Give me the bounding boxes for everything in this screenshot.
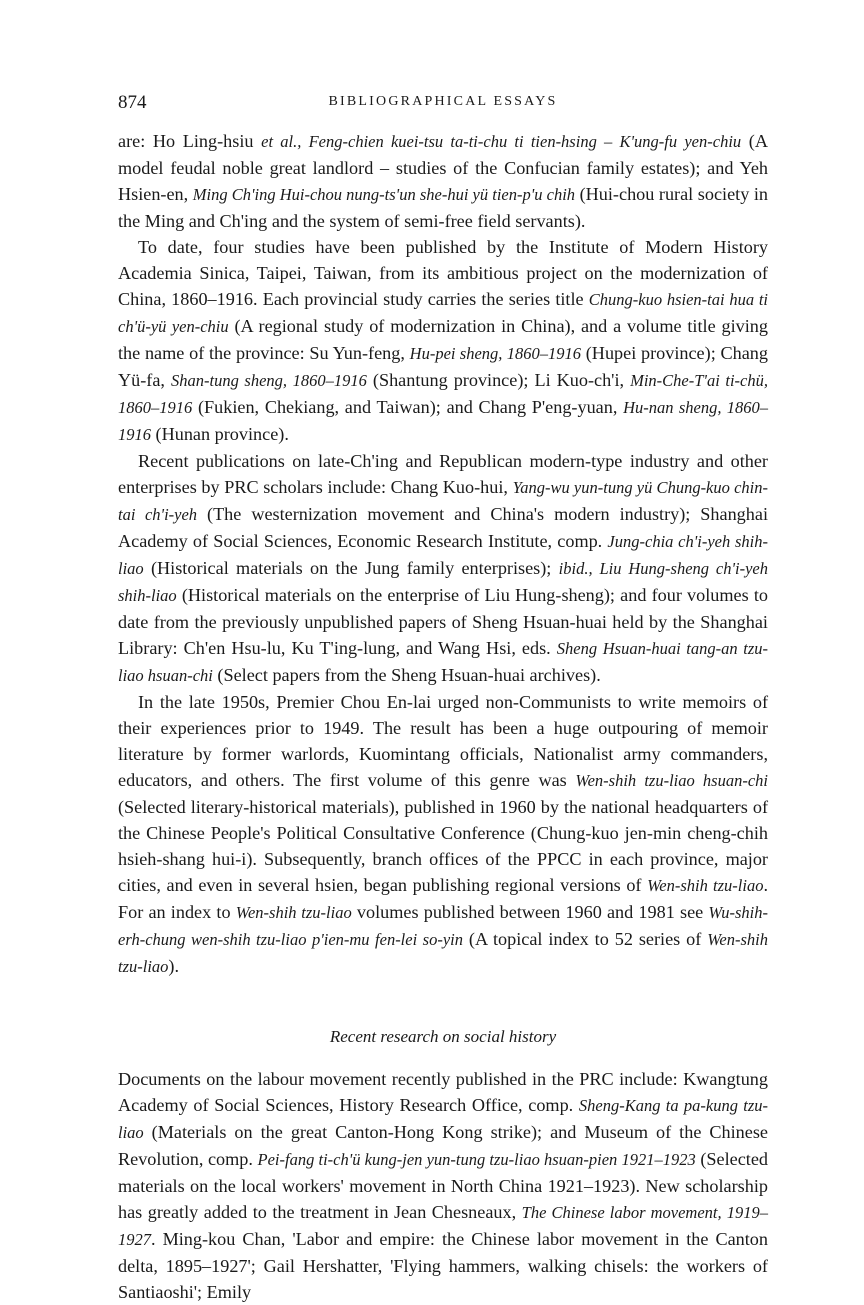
text-run: volumes published between 1960 and 1981 see xyxy=(351,902,709,922)
italic-title: Yang-wu yun-tung yü Chung-kuo chin-tai ch'i-yeh xyxy=(118,478,768,524)
italic-title: Chung-kuo hsien-tai hua ti ch'ü-yü yen-chiu xyxy=(118,290,768,336)
text-run: To date, four studies have been published by the Institute of Modern History Academia Sinica, Taipei, Taiwan, from its ambitious project on the modernization of China, 1860–1916. Each provincial study carries the series title xyxy=(118,237,768,309)
text-run: Documents on the labour movement recently published in the PRC include: Kwangtung Academy of Social Sciences, History Research Office, comp. xyxy=(118,1069,768,1115)
paragraph xyxy=(118,1066,768,1305)
text-run: ). xyxy=(168,956,180,976)
text-run: (A model feudal noble great landlord – studies of the Confucian family estates); and Yeh Hsien-en, xyxy=(118,131,768,204)
italic-title: Min-Che-T'ai ti-chü, 1860–1916 xyxy=(118,371,768,417)
text-run: (A topical index to 52 series of xyxy=(462,929,708,949)
section-heading: Recent research on social history xyxy=(329,1027,557,1046)
italic-title: Shan-tung sheng, 1860–1916 xyxy=(170,371,367,390)
italic-title: Ming Ch'ing Hui-chou nung-ts'un she-hui yü tien-p'u chih xyxy=(192,185,576,204)
italic-title: ibid., Liu Hung-sheng ch'i-yeh shih-liao xyxy=(118,559,768,605)
page-header xyxy=(118,92,768,116)
italic-title: Hu-nan sheng, 1860–1916 xyxy=(118,398,768,444)
italic-title: Pei-fang ti-ch'ü kung-jen yun-tung tzu-liao hsuan-pien 1921–1923 xyxy=(257,1150,696,1169)
text-run: (Selected literary-historical materials), published in 1960 by the national headquarters of the Chinese People's Political Consultative Conference (Chung-kuo jen-min cheng-chih hsieh-shang hui-i). Subsequently, branch offices of the PPCC in each province, major cities, and even in several hsien, began publishing regional versions of xyxy=(118,797,768,895)
text-run: (Select papers from the Sheng Hsuan-huai archives). xyxy=(212,665,601,685)
italic-title: Wen-shih tzu-liao hsuan-chi xyxy=(575,771,769,790)
italic-title: Sheng Hsuan-huai tang-an tzu-liao hsuan-chi xyxy=(118,639,768,685)
text-run: (Hui-chou rural society in the Ming and Ch'ing and the system of semi-free field servants). xyxy=(118,184,768,231)
italic-title: et al., Feng-chien kuei-tsu ta-ti-chu ti tien-hsing – K'ung-fu yen-chiu xyxy=(261,132,742,151)
italic-title: Wen-shih tzu-liao xyxy=(647,876,764,895)
page-number: 874 xyxy=(118,92,147,113)
text-run: (Fukien, Chekiang, and Taiwan); and Chang P'eng-yuan, xyxy=(192,397,624,417)
italic-title: Sheng-Kang ta pa-kung tzu-liao xyxy=(118,1096,768,1142)
text-run: (Historical materials on the Jung family enterprises); xyxy=(143,558,559,578)
text-run: (Selected materials on the local workers' movement in North China 1921–1923). New scholarship has greatly added to the treatment in Jean Chesneaux, xyxy=(118,1149,768,1222)
text-run: Recent publications on late-Ch'ing and Republican modern-type industry and other enterprises by PRC scholars include: Chang Kuo-hui, xyxy=(118,451,768,497)
text-run: (Hupei province); Chang Yü-fa, xyxy=(118,343,768,390)
paragraph xyxy=(118,448,768,689)
italic-title: Hu-pei sheng, 1860–1916 xyxy=(409,344,581,363)
text-run: . For an index to xyxy=(118,875,768,922)
italic-title: Jung-chia ch'i-yeh shih-liao xyxy=(118,532,768,578)
paragraph xyxy=(118,689,768,980)
paragraph xyxy=(118,128,768,234)
text-run: (Hunan province). xyxy=(151,424,289,444)
running-head: BIBLIOGRAPHICAL ESSAYS xyxy=(328,94,558,109)
text-run: are: Ho Ling-hsiu xyxy=(118,131,262,151)
text-run: In the late 1950s, Premier Chou En-lai urged non-Communists to write memoirs of their experiences prior to 1949. The result has been a huge outpouring of memoir literature by former warlords, Kuomintang officials, Nationalist army commanders, educators, and others. The first volume of this genre was xyxy=(118,692,768,790)
italic-title: The Chinese labor movement, 1919–1927 xyxy=(118,1203,768,1249)
italic-title: Wen-shih tzu-liao xyxy=(118,930,768,976)
paragraph xyxy=(118,234,768,448)
italic-title: Wen-shih tzu-liao xyxy=(235,903,352,922)
text-run: (Historical materials on the enterprise of Liu Hung-sheng); and four volumes to date from the previously unpublished papers of Sheng Hsuan-huai held by the Shanghai Library: Ch'en Hsu-lu, Ku T'ing-lung, and Wang Hsi, eds. xyxy=(118,585,768,658)
text-run: . Ming-kou Chan, 'Labor and empire: the Chinese labor movement in the Canton delta, 1895–1927'; Gail Hershatter, 'Flying hammers, walking chisels: the workers of Santiaoshi'; Emily xyxy=(118,1229,768,1302)
body-text xyxy=(118,128,768,1305)
text-run: (Materials on the great Canton-Hong Kong strike); and Museum of the Chinese Revolution, comp. xyxy=(118,1122,768,1169)
italic-title: Wu-shih-erh-chung wen-shih tzu-liao p'ien-mu fen-lei so-yin xyxy=(118,903,768,949)
text-run: (The westernization movement and China's modern industry); Shanghai Academy of Social Sciences, Economic Research Institute, comp. xyxy=(118,504,768,551)
text-run: (A regional study of modernization in China), and a volume title giving the name of the province: Su Yun-feng, xyxy=(118,316,768,363)
text-run: (Shantung province); Li Kuo-ch'i, xyxy=(366,370,631,390)
